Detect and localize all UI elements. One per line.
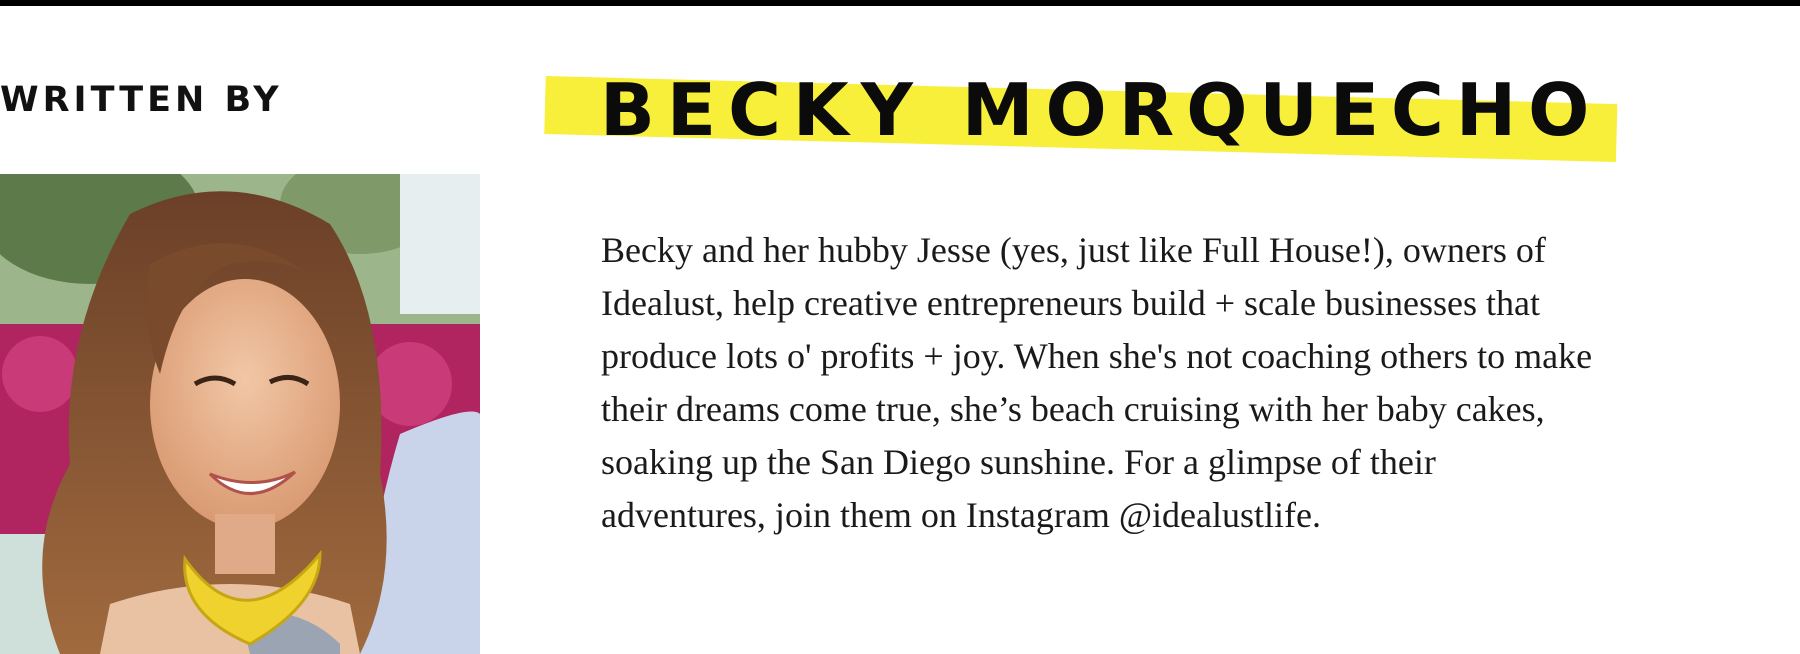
author-photo — [0, 174, 480, 654]
bio-line: Becky and her hubby Jesse (yes, just like Full House!), owners of — [601, 230, 1546, 270]
author-name: BECKY MORQUECHO — [600, 68, 1602, 152]
bio-line: soaking up the San Diego sunshine. For a glimpse of their — [601, 442, 1436, 482]
top-divider — [0, 0, 1800, 6]
author-bio — [601, 224, 1721, 542]
bio-line: their dreams come true, she’s beach cruising with her baby cakes, — [601, 389, 1545, 429]
written-by-heading: WRITTEN BY — [0, 80, 283, 120]
bio-line: produce lots o' profits + joy. When she's not coaching others to make — [601, 336, 1593, 376]
bio-line: Idealust, help creative entrepreneurs build + scale businesses that — [601, 283, 1540, 323]
bio-line: adventures, join them on Instagram @idealustlife. — [601, 495, 1321, 535]
